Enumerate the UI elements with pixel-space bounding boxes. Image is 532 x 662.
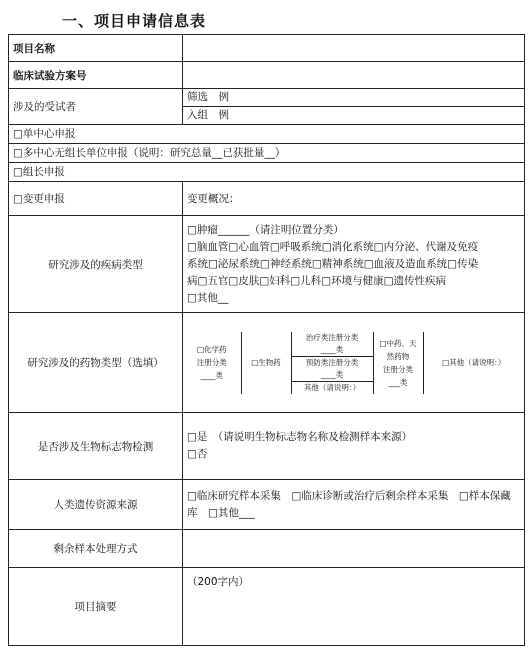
genetic-options[interactable]: □临床研究样本采集 □临床诊断或治疗后剩余样本采集 □样本保藏库 □其他___ — [183, 480, 525, 530]
treatment-class-field[interactable]: ____类 — [320, 344, 344, 354]
disease-line[interactable]: □其他__ — [187, 291, 229, 304]
prevention-class-field[interactable]: ____类 — [320, 369, 344, 379]
other-bio-class[interactable]: 其他（请说明：） — [292, 381, 373, 394]
row-disease — [9, 216, 525, 313]
prevention-class — [292, 356, 373, 381]
project-name-field[interactable] — [183, 35, 525, 62]
tcm-drug-option[interactable] — [373, 332, 423, 394]
remaining-field[interactable] — [183, 530, 525, 568]
chemical-drug-reg-label: 注册分类 — [196, 358, 227, 367]
tcm-drug-label: 然药物 — [386, 351, 410, 361]
row-multi-center — [9, 144, 525, 163]
chemical-drug-class-field[interactable]: ____类 — [200, 371, 223, 380]
enrolled-count-field[interactable]: 入组 例 — [183, 106, 524, 124]
row-single-center — [9, 125, 525, 144]
genetic-label: 人类遗传资源来源 — [9, 480, 183, 530]
treatment-class — [292, 332, 373, 356]
tcm-drug-reg-label: 注册分类 — [383, 364, 413, 374]
other-drug-option[interactable]: □其他（请说明：） — [423, 332, 524, 394]
disease-label: 研究涉及的疾病类型 — [9, 216, 183, 313]
biomarker-no-checkbox[interactable]: □否 — [187, 448, 208, 460]
row-leader — [9, 163, 525, 182]
summary-label: 项目摘要 — [9, 568, 183, 646]
row-project-name — [9, 35, 525, 62]
chemical-drug-checkbox[interactable]: □化学药 — [196, 345, 227, 354]
disease-line[interactable]: 病□五官□皮肤□妇科□儿科□环境与健康□遗传性疾病 — [187, 274, 447, 287]
biomarker-label: 是否涉及生物标志物检测 — [9, 413, 183, 480]
row-subjects — [9, 89, 525, 125]
row-biomarker — [9, 413, 525, 480]
tcm-drug-class-field[interactable]: ___类 — [388, 377, 408, 387]
chemical-drug-option[interactable] — [183, 332, 241, 394]
row-summary — [9, 568, 525, 646]
leader-checkbox[interactable]: □组长申报 — [9, 163, 525, 182]
single-center-checkbox[interactable]: □单中心申报 — [9, 125, 525, 144]
row-change — [9, 182, 525, 216]
disease-line[interactable]: 系统□泌尿系统□神经系统□精神系统□血液及造血系统□传染 — [187, 257, 479, 270]
protocol-no-label: 临床试验方案号 — [9, 62, 183, 89]
disease-options — [183, 216, 525, 313]
summary-field[interactable] — [183, 568, 525, 646]
disease-line[interactable]: □脑血管□心血管□呼吸系统□消化系统□内分泌、代谢及免疫 — [187, 240, 479, 253]
drug-cell — [183, 313, 525, 413]
disease-line[interactable]: □肿瘤______（请注明位置分类） — [187, 223, 344, 236]
treatment-class-label: 治疗类注册分类 — [305, 332, 359, 342]
row-genetic — [9, 480, 525, 530]
protocol-no-field[interactable] — [183, 62, 525, 89]
row-remaining — [9, 530, 525, 568]
biomarker-yes-checkbox[interactable]: □是 （请说明生物标志物名称及检测样本来源） — [187, 431, 413, 443]
biological-drug-option[interactable]: □生物药 — [241, 332, 291, 394]
multi-center-checkbox[interactable]: □多中心无组长单位申报（说明：研究总量__已获批量__） — [9, 144, 525, 163]
biomarker-options — [183, 413, 525, 480]
subjects-cell — [183, 89, 525, 125]
biological-drug-subtypes — [291, 332, 373, 394]
screened-count-field[interactable]: 筛选 例 — [187, 91, 229, 103]
drug-label: 研究涉及的药物类型（选填） — [9, 313, 183, 413]
prevention-class-label: 预防类注册分类 — [305, 357, 359, 367]
change-overview[interactable]: 变更概况： — [183, 182, 525, 216]
form-title: 一、项目申请信息表 — [62, 12, 207, 30]
row-protocol-no — [9, 62, 525, 89]
subjects-label: 涉及的受试者 — [9, 89, 183, 125]
row-drug — [9, 313, 525, 413]
drug-type-table — [183, 332, 524, 394]
project-application-table — [8, 34, 525, 646]
summary-hint: （200字内） — [187, 576, 250, 588]
tcm-drug-checkbox[interactable]: □中药、天 — [379, 338, 417, 348]
remaining-label: 剩余样本处理方式 — [9, 530, 183, 568]
project-name-label: 项目名称 — [9, 35, 183, 62]
change-checkbox[interactable]: □变更申报 — [9, 182, 183, 216]
